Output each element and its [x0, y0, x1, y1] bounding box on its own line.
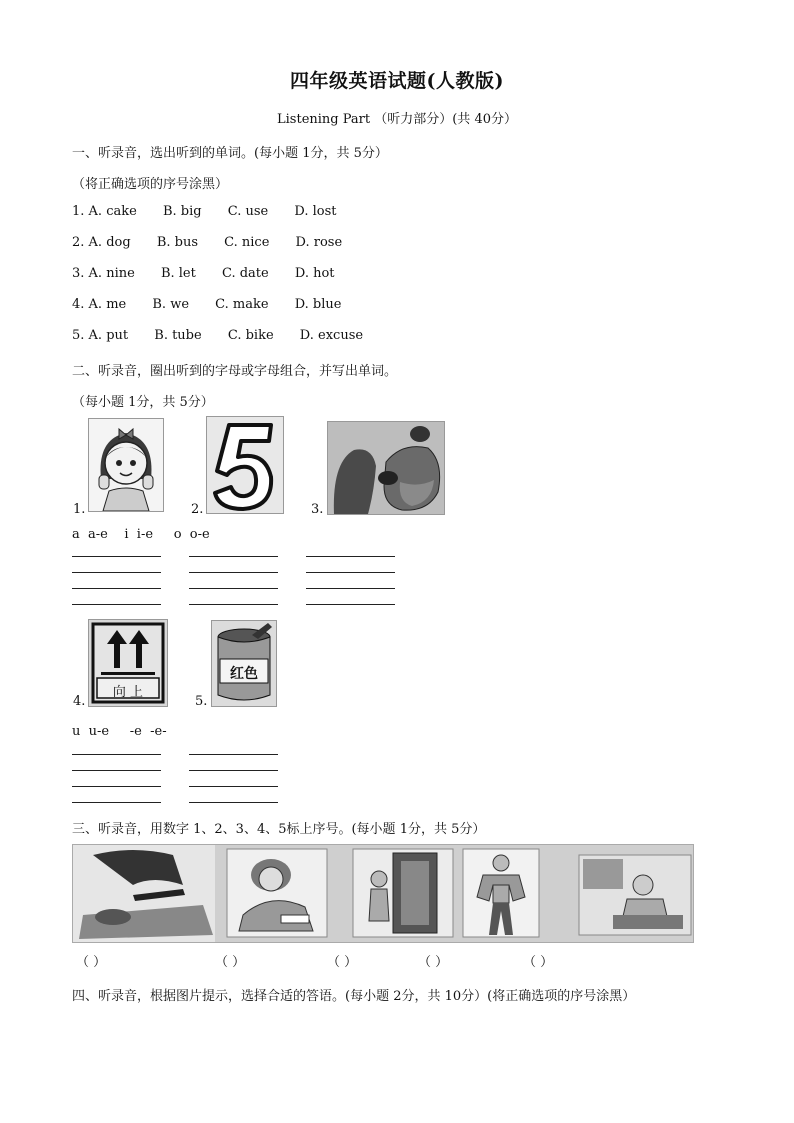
boy-at-door-icon [353, 849, 453, 937]
page-subtitle: Listening Part （听力部分）(共 40分） [277, 112, 517, 127]
girl-face-icon [88, 418, 164, 512]
section3-heading: 三、听录音，用数字 1、2、3、4、5标上序号。(每小题 1分，共 5分） [72, 822, 486, 837]
boy-reading-icon [579, 855, 691, 935]
answer-blank[interactable] [72, 786, 161, 787]
question-3 [72, 266, 357, 281]
option-d[interactable]: D. blue [294, 297, 342, 312]
answer-blank[interactable] [72, 604, 161, 605]
page-title: 四年级英语试题(人教版) [290, 70, 504, 92]
answer-parenthesis[interactable]: （ ） [523, 955, 554, 970]
sign-text: 红色 [230, 666, 258, 682]
question-2 [72, 235, 364, 250]
option-a[interactable]: A. put [88, 328, 129, 343]
item-number: 1. [73, 502, 86, 517]
section2-note: （每小题 1分，共 5分） [72, 395, 214, 410]
option-c[interactable]: C. make [215, 297, 269, 312]
option-c[interactable]: C. bike [227, 328, 274, 343]
option-a[interactable]: A. me [88, 297, 127, 312]
question-number: 1. [72, 204, 85, 219]
answer-blank[interactable] [189, 588, 278, 589]
answer-blank[interactable] [189, 770, 278, 771]
sign-text: 向 上 [112, 685, 144, 700]
section4-heading: 四、听录音，根据图片提示，选择合适的答语。(每小题 2分，共 10分）(将正确选项的序号涂黑） [72, 989, 636, 1004]
picture-strip [72, 844, 694, 943]
option-b[interactable]: B. big [162, 204, 202, 219]
answer-parenthesis[interactable]: （ ） [327, 955, 358, 970]
item-number: 3. [311, 502, 324, 517]
answer-blank[interactable] [189, 556, 278, 557]
option-c[interactable]: C. use [227, 204, 269, 219]
option-a[interactable]: A. dog [88, 235, 131, 250]
answer-blank[interactable] [189, 802, 278, 803]
question-5 [72, 328, 385, 343]
option-b[interactable]: B. bus [156, 235, 198, 250]
option-b[interactable]: B. tube [154, 328, 202, 343]
option-c[interactable]: C. nice [224, 235, 270, 250]
up-arrows-sign-icon [88, 619, 168, 707]
option-a[interactable]: A. cake [88, 204, 137, 219]
answer-blank[interactable] [189, 572, 278, 573]
strong-man-icon [463, 849, 539, 937]
answer-blank[interactable] [306, 572, 395, 573]
answer-blank[interactable] [189, 754, 278, 755]
answer-parenthesis[interactable]: （ ） [215, 955, 246, 970]
letters-row-1: a a-e i i-e o o-e [72, 527, 210, 542]
option-c[interactable]: C. date [221, 266, 269, 281]
answer-blank[interactable] [189, 786, 278, 787]
answer-blank[interactable] [72, 572, 161, 573]
answer-blank[interactable] [306, 604, 395, 605]
question-number: 3. [72, 266, 85, 281]
girl-drawing-icon [227, 849, 327, 937]
section2-heading: 二、听录音，圈出听到的字母或字母组合，并写出单词。 [72, 364, 398, 379]
answer-blank[interactable] [72, 556, 161, 557]
dog-icon [327, 421, 445, 515]
answer-blank[interactable] [72, 588, 161, 589]
answer-blank[interactable] [72, 802, 161, 803]
question-1 [72, 204, 358, 219]
answer-parenthesis[interactable]: （ ） [418, 955, 449, 970]
item-number: 5. [195, 694, 208, 709]
letters-row-2: u u-e -e -e- [72, 724, 167, 739]
item-number: 4. [73, 694, 86, 709]
paint-bucket-icon [211, 620, 277, 707]
section1-note: （将正确选项的序号涂黑） [72, 177, 229, 192]
question-number: 4. [72, 297, 85, 312]
answer-parenthesis[interactable]: （ ） [76, 955, 107, 970]
answer-blank[interactable] [306, 588, 395, 589]
option-a[interactable]: A. nine [88, 266, 135, 281]
number-five-icon [206, 416, 284, 514]
option-b[interactable]: B. let [160, 266, 196, 281]
item-number: 2. [191, 502, 204, 517]
option-b[interactable]: B. we [152, 297, 190, 312]
cutting-icon [73, 845, 215, 942]
option-d[interactable]: D. hot [294, 266, 335, 281]
option-d[interactable]: D. lost [294, 204, 337, 219]
answer-blank[interactable] [72, 754, 161, 755]
section1-heading: 一、听录音，选出听到的单词。(每小题 1分，共 5分） [72, 146, 388, 161]
option-d[interactable]: D. excuse [299, 328, 364, 343]
question-4 [72, 297, 363, 312]
option-d[interactable]: D. rose [295, 235, 343, 250]
answer-blank[interactable] [72, 770, 161, 771]
question-number: 2. [72, 235, 85, 250]
question-number: 5. [72, 328, 85, 343]
answer-blank[interactable] [306, 556, 395, 557]
answer-blank[interactable] [189, 604, 278, 605]
